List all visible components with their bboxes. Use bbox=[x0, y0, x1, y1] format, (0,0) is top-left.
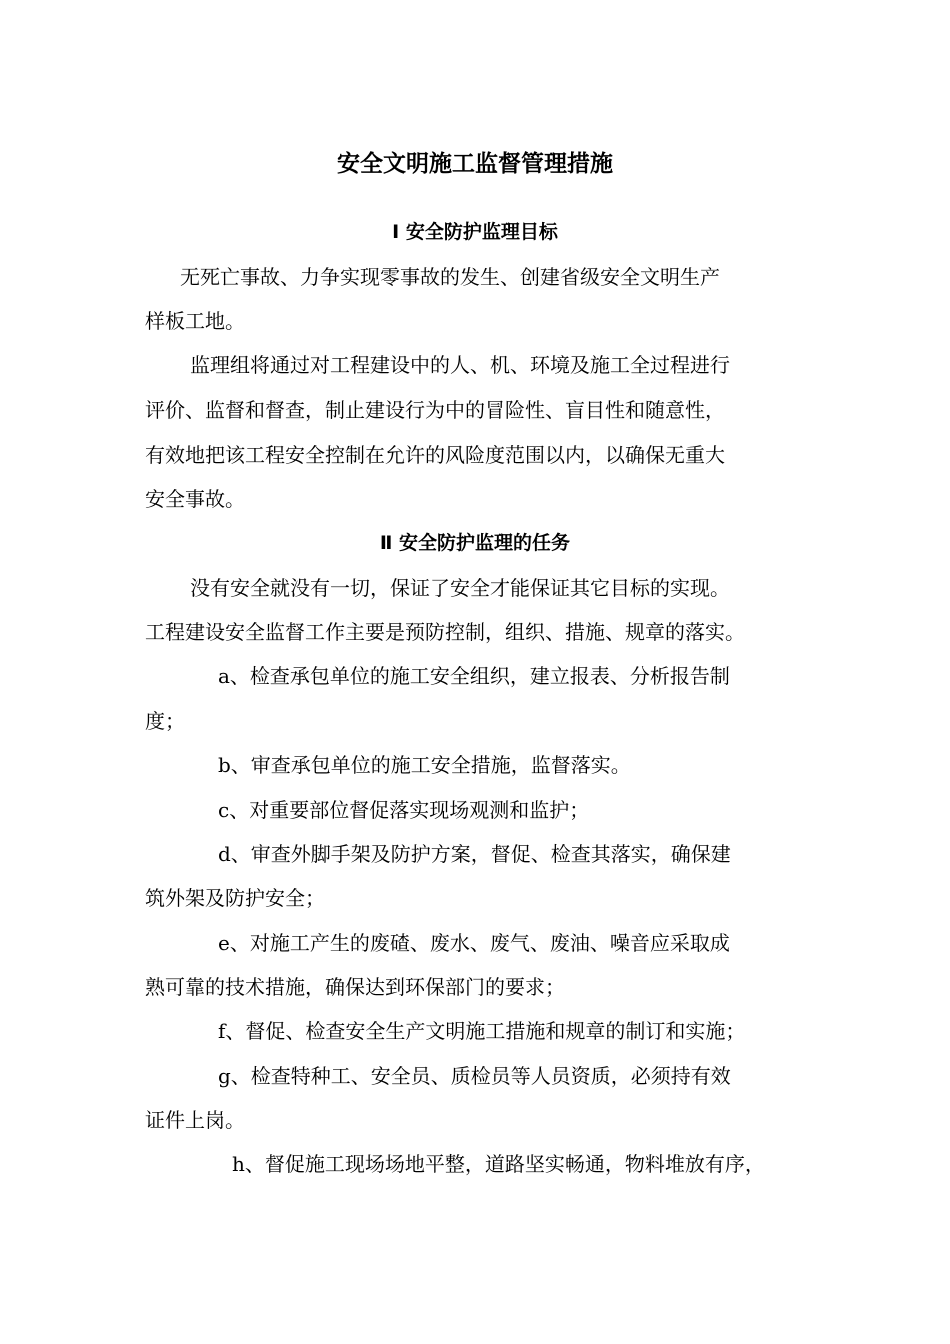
document-title: 安全文明施工监督管理措施 bbox=[337, 151, 613, 177]
paragraph-line: 安全事故。 bbox=[145, 487, 245, 511]
paragraph-line: 样板工地。 bbox=[145, 309, 245, 333]
list-item-d: d、审查外脚手架及防护方案，督促、检查其落实，确保建 bbox=[218, 842, 731, 866]
list-item-a: a、检查承包单位的施工安全组织，建立报表、分析报告制 bbox=[218, 664, 730, 688]
list-item-d-cont: 筑外架及防护安全； bbox=[145, 886, 325, 910]
section-heading-2: Ⅱ 安全防护监理的任务 bbox=[379, 532, 571, 554]
list-item-b: b、审查承包单位的施工安全措施，监督落实。 bbox=[218, 753, 631, 777]
paragraph-line: 有效地把该工程安全控制在允许的风险度范围以内，以确保无重大 bbox=[145, 443, 725, 467]
list-item-c: c、对重要部位督促落实现场观测和监护； bbox=[218, 798, 590, 822]
paragraph-line: 没有安全就没有一切，保证了安全才能保证其它目标的实现。 bbox=[190, 576, 730, 600]
list-item-g-cont: 证件上岗。 bbox=[145, 1108, 245, 1132]
list-item-e-cont: 熟可靠的技术措施，确保达到环保部门的要求； bbox=[145, 975, 565, 999]
paragraph-line: 评价、监督和督查，制止建设行为中的冒险性、盲目性和随意性， bbox=[145, 398, 725, 422]
paragraph-line: 无死亡事故、力争实现零事故的发生、创建省级安全文明生产 bbox=[180, 265, 720, 289]
paragraph-line: 工程建设安全监督工作主要是预防控制，组织、措施、规章的落实。 bbox=[145, 620, 745, 644]
list-item-e: e、对施工产生的废碴、废水、废气、废油、噪音应采取成 bbox=[218, 931, 730, 955]
section-heading-1: Ⅰ 安全防护监理目标 bbox=[392, 221, 558, 243]
list-item-f: f、督促、检查安全生产文明施工措施和规章的制订和实施； bbox=[218, 1019, 746, 1043]
list-item-h: h、督促施工现场场地平整，道路坚实畅通，物料堆放有序， bbox=[232, 1152, 765, 1176]
paragraph-line: 监理组将通过对工程建设中的人、机、环境及施工全过程进行 bbox=[190, 353, 730, 377]
list-item-g: g、检查特种工、安全员、质检员等人员资质，必须持有效 bbox=[218, 1064, 731, 1088]
list-item-a-cont: 度； bbox=[145, 709, 185, 733]
